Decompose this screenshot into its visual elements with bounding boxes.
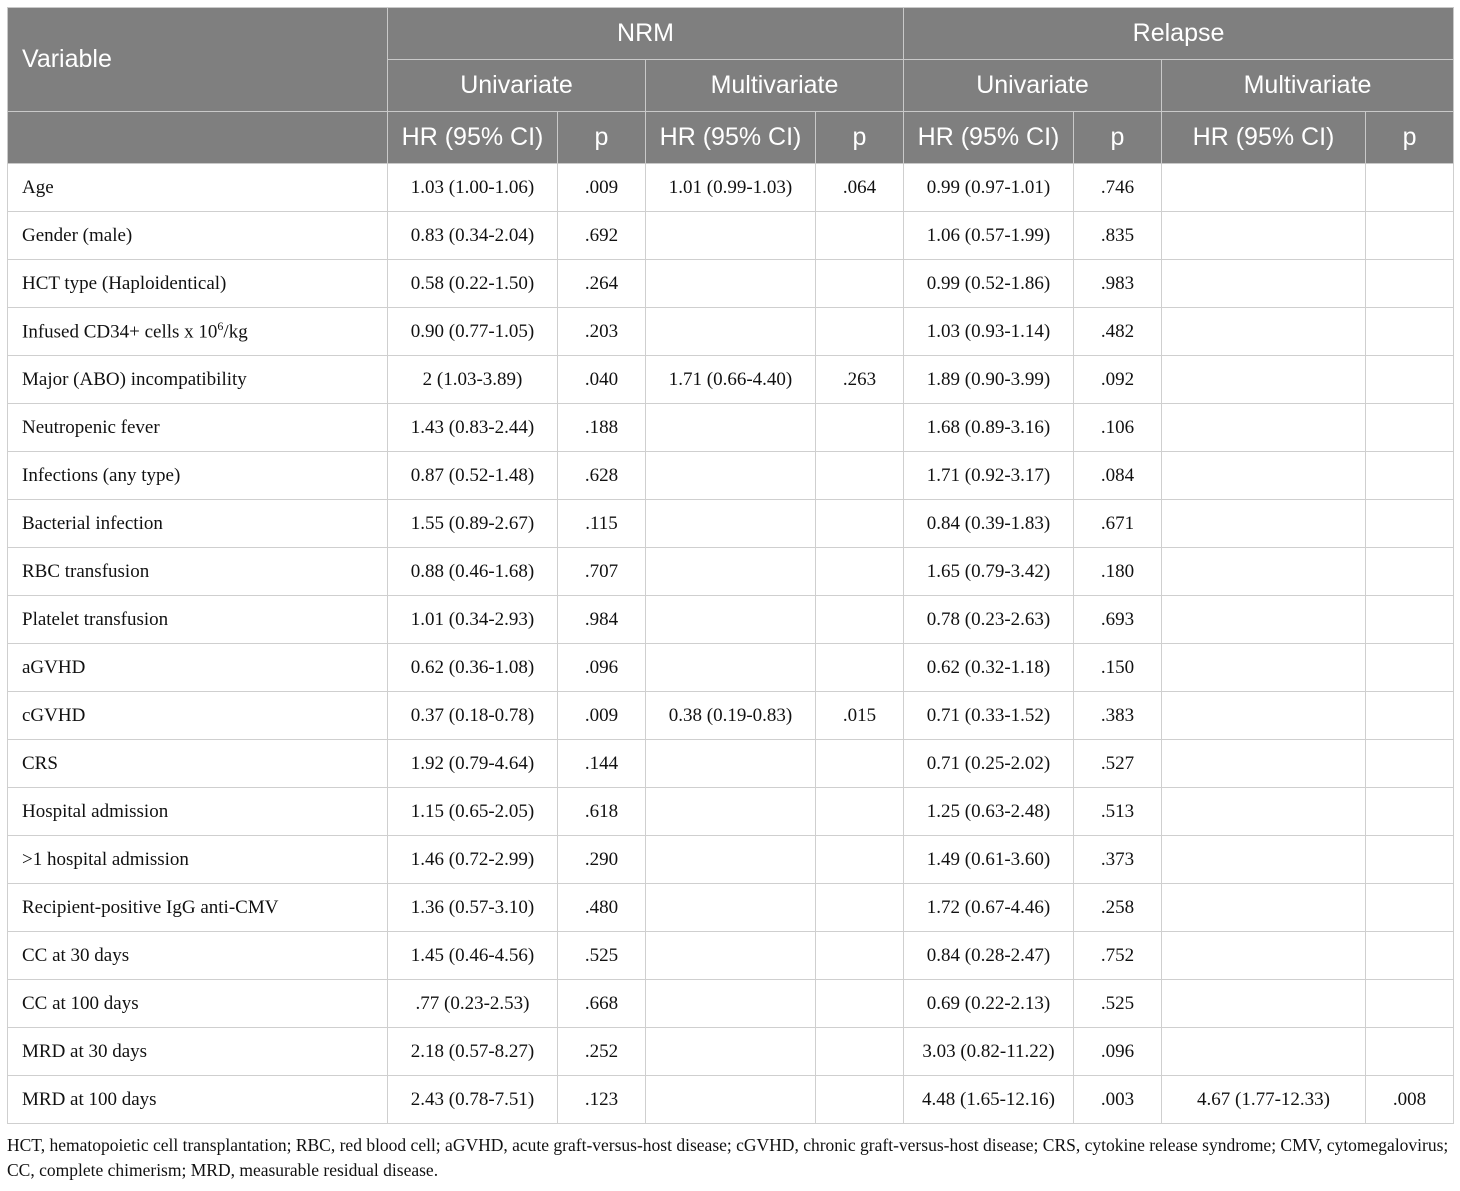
hr-cell (1162, 452, 1366, 500)
hr-cell: 1.68 (0.89-3.16) (904, 404, 1074, 452)
p-value-cell: .003 (1074, 1076, 1162, 1124)
header-group-nrm: NRM (388, 8, 904, 60)
p-value-cell: .008 (1366, 1076, 1454, 1124)
hr-cell: 0.71 (0.33-1.52) (904, 692, 1074, 740)
variable-cell: CC at 100 days (8, 980, 388, 1028)
hr-cell: 1.45 (0.46-4.56) (388, 932, 558, 980)
hr-cell: 1.36 (0.57-3.10) (388, 884, 558, 932)
hr-cell (1162, 596, 1366, 644)
hr-cell: 0.99 (0.97-1.01) (904, 164, 1074, 212)
variable-cell: MRD at 30 days (8, 1028, 388, 1076)
p-value-cell (1366, 260, 1454, 308)
hr-cell (1162, 692, 1366, 740)
hr-cell: 4.67 (1.77-12.33) (1162, 1076, 1366, 1124)
p-value-cell (1366, 452, 1454, 500)
hr-cell (646, 644, 816, 692)
p-value-cell: .106 (1074, 404, 1162, 452)
variable-cell: Platelet transfusion (8, 596, 388, 644)
hr-cell: 0.78 (0.23-2.63) (904, 596, 1074, 644)
header-col-p: p (1074, 112, 1162, 164)
p-value-cell: .096 (1074, 1028, 1162, 1076)
table-row (8, 884, 1454, 932)
header-nrm-univariate: Univariate (388, 60, 646, 112)
table-row (8, 836, 1454, 884)
p-value-cell (1366, 1028, 1454, 1076)
p-value-cell (1366, 644, 1454, 692)
p-value-cell: .752 (1074, 932, 1162, 980)
hr-cell: 1.46 (0.72-2.99) (388, 836, 558, 884)
hr-cell (1162, 308, 1366, 356)
table-row (8, 692, 1454, 740)
hr-cell (1162, 644, 1366, 692)
header-variable: Variable (8, 8, 388, 112)
hr-cell: 0.83 (0.34-2.04) (388, 212, 558, 260)
hr-cell (646, 260, 816, 308)
header-col-p: p (1366, 112, 1454, 164)
table-row (8, 452, 1454, 500)
hr-cell: 0.62 (0.36-1.08) (388, 644, 558, 692)
variable-cell (8, 308, 388, 356)
p-value-cell: .144 (558, 740, 646, 788)
hr-cell: 1.71 (0.66-4.40) (646, 356, 816, 404)
hr-cell (646, 740, 816, 788)
p-value-cell: .668 (558, 980, 646, 1028)
hr-cell: 0.90 (0.77-1.05) (388, 308, 558, 356)
p-value-cell (1366, 548, 1454, 596)
variable-cell: CC at 30 days (8, 932, 388, 980)
p-value-cell (816, 932, 904, 980)
hr-cell: 1.01 (0.34-2.93) (388, 596, 558, 644)
p-value-cell: .525 (558, 932, 646, 980)
hr-cell (1162, 404, 1366, 452)
p-value-cell (1366, 836, 1454, 884)
variable-cell: >1 hospital admission (8, 836, 388, 884)
hr-cell (1162, 260, 1366, 308)
variable-cell: Recipient-positive IgG anti-CMV (8, 884, 388, 932)
variable-cell: Infections (any type) (8, 452, 388, 500)
hr-cell: 1.01 (0.99-1.03) (646, 164, 816, 212)
variable-cell: cGVHD (8, 692, 388, 740)
hr-cell: 0.62 (0.32-1.18) (904, 644, 1074, 692)
table-row (8, 404, 1454, 452)
hr-cell: 3.03 (0.82-11.22) (904, 1028, 1074, 1076)
variable-cell: Major (ABO) incompatibility (8, 356, 388, 404)
table-row (8, 1028, 1454, 1076)
p-value-cell: .015 (816, 692, 904, 740)
p-value-cell (1366, 308, 1454, 356)
p-value-cell: .618 (558, 788, 646, 836)
header-col-hr: HR (95% CI) (1162, 112, 1366, 164)
hr-cell (646, 884, 816, 932)
variable-cell: Gender (male) (8, 212, 388, 260)
p-value-cell (816, 1076, 904, 1124)
header-col-p: p (558, 112, 646, 164)
variable-cell: HCT type (Haploidentical) (8, 260, 388, 308)
table-row (8, 740, 1454, 788)
hr-cell: 1.15 (0.65-2.05) (388, 788, 558, 836)
table-row (8, 308, 1454, 356)
variable-cell: Neutropenic fever (8, 404, 388, 452)
p-value-cell: .180 (1074, 548, 1162, 596)
hr-cell (1162, 980, 1366, 1028)
p-value-cell: .290 (558, 836, 646, 884)
variable-text: Infused CD34+ cells x 10 (22, 321, 218, 343)
hr-cell: 1.25 (0.63-2.48) (904, 788, 1074, 836)
p-value-cell (1366, 788, 1454, 836)
hr-cell: 0.84 (0.39-1.83) (904, 500, 1074, 548)
p-value-cell: .009 (558, 692, 646, 740)
hr-cell (1162, 836, 1366, 884)
p-value-cell (1366, 980, 1454, 1028)
p-value-cell: .984 (558, 596, 646, 644)
hr-cell: 1.43 (0.83-2.44) (388, 404, 558, 452)
p-value-cell: .092 (1074, 356, 1162, 404)
hr-cell (1162, 212, 1366, 260)
p-value-cell (1366, 884, 1454, 932)
hr-cell: 1.92 (0.79-4.64) (388, 740, 558, 788)
hr-cell (1162, 932, 1366, 980)
hr-cell: 1.55 (0.89-2.67) (388, 500, 558, 548)
hr-cell: 1.89 (0.90-3.99) (904, 356, 1074, 404)
hr-cell (646, 932, 816, 980)
table-row (8, 500, 1454, 548)
variable-superscript: 6 (217, 319, 224, 334)
hr-cell (646, 548, 816, 596)
p-value-cell: .263 (816, 356, 904, 404)
p-value-cell: .040 (558, 356, 646, 404)
table-row (8, 596, 1454, 644)
hr-cell: 1.71 (0.92-3.17) (904, 452, 1074, 500)
p-value-cell: .252 (558, 1028, 646, 1076)
header-col-hr: HR (95% CI) (904, 112, 1074, 164)
p-value-cell: .983 (1074, 260, 1162, 308)
hr-cell (646, 1076, 816, 1124)
variable-cell: MRD at 100 days (8, 1076, 388, 1124)
p-value-cell (816, 212, 904, 260)
hr-cell (1162, 500, 1366, 548)
table-row (8, 260, 1454, 308)
hr-cell (1162, 740, 1366, 788)
variable-cell: Hospital admission (8, 788, 388, 836)
hr-cell: 0.69 (0.22-2.13) (904, 980, 1074, 1028)
header-relapse-univariate: Univariate (904, 60, 1162, 112)
hr-cell: 0.58 (0.22-1.50) (388, 260, 558, 308)
hr-cell: 2.43 (0.78-7.51) (388, 1076, 558, 1124)
variable-cell: Age (8, 164, 388, 212)
header-col-p: p (816, 112, 904, 164)
hr-cell (1162, 1028, 1366, 1076)
p-value-cell: .383 (1074, 692, 1162, 740)
results-table (7, 7, 1454, 1124)
hr-cell: .77 (0.23-2.53) (388, 980, 558, 1028)
p-value-cell (1366, 596, 1454, 644)
table-row (8, 164, 1454, 212)
p-value-cell: .203 (558, 308, 646, 356)
header-col-hr: HR (95% CI) (388, 112, 558, 164)
p-value-cell: .693 (1074, 596, 1162, 644)
p-value-cell: .525 (1074, 980, 1162, 1028)
p-value-cell: .707 (558, 548, 646, 596)
p-value-cell: .835 (1074, 212, 1162, 260)
p-value-cell (1366, 692, 1454, 740)
hr-cell: 0.88 (0.46-1.68) (388, 548, 558, 596)
hr-cell: 1.06 (0.57-1.99) (904, 212, 1074, 260)
p-value-cell (816, 404, 904, 452)
hr-cell: 1.03 (1.00-1.06) (388, 164, 558, 212)
hr-cell: 0.87 (0.52-1.48) (388, 452, 558, 500)
p-value-cell (816, 1028, 904, 1076)
p-value-cell (816, 644, 904, 692)
table-row (8, 980, 1454, 1028)
p-value-cell (1366, 500, 1454, 548)
p-value-cell (816, 548, 904, 596)
p-value-cell: .482 (1074, 308, 1162, 356)
table-row (8, 212, 1454, 260)
hr-cell (646, 1028, 816, 1076)
p-value-cell: .264 (558, 260, 646, 308)
table-row (8, 644, 1454, 692)
hr-cell: 4.48 (1.65-12.16) (904, 1076, 1074, 1124)
header-col-hr: HR (95% CI) (646, 112, 816, 164)
hr-cell (646, 596, 816, 644)
hr-cell: 0.99 (0.52-1.86) (904, 260, 1074, 308)
p-value-cell (816, 308, 904, 356)
p-value-cell: .188 (558, 404, 646, 452)
header-relapse-multivariate: Multivariate (1162, 60, 1454, 112)
variable-unit: /kg (223, 321, 248, 343)
hr-cell (646, 452, 816, 500)
hr-cell (1162, 164, 1366, 212)
p-value-cell: .628 (558, 452, 646, 500)
variable-cell: RBC transfusion (8, 548, 388, 596)
p-value-cell (816, 740, 904, 788)
hr-cell (1162, 884, 1366, 932)
p-value-cell (816, 884, 904, 932)
hr-cell (646, 308, 816, 356)
hr-cell: 0.71 (0.25-2.02) (904, 740, 1074, 788)
p-value-cell: .064 (816, 164, 904, 212)
p-value-cell: .513 (1074, 788, 1162, 836)
p-value-cell: .096 (558, 644, 646, 692)
hr-cell (646, 980, 816, 1028)
header-group-relapse: Relapse (904, 8, 1454, 60)
variable-cell: Bacterial infection (8, 500, 388, 548)
hr-cell (646, 836, 816, 884)
table-row (8, 1076, 1454, 1124)
p-value-cell (1366, 356, 1454, 404)
table-row (8, 932, 1454, 980)
p-value-cell: .258 (1074, 884, 1162, 932)
header-blank (8, 112, 388, 164)
results-table-container (7, 7, 1453, 1124)
p-value-cell: .527 (1074, 740, 1162, 788)
p-value-cell: .115 (558, 500, 646, 548)
hr-cell (1162, 548, 1366, 596)
p-value-cell (816, 980, 904, 1028)
hr-cell: 2 (1.03-3.89) (388, 356, 558, 404)
hr-cell: 1.65 (0.79-3.42) (904, 548, 1074, 596)
table-row (8, 356, 1454, 404)
p-value-cell: .692 (558, 212, 646, 260)
hr-cell: 0.84 (0.28-2.47) (904, 932, 1074, 980)
p-value-cell: .373 (1074, 836, 1162, 884)
table-header (8, 8, 1454, 164)
table-body (8, 164, 1454, 1124)
p-value-cell: .123 (558, 1076, 646, 1124)
p-value-cell: .084 (1074, 452, 1162, 500)
p-value-cell (1366, 740, 1454, 788)
p-value-cell: .150 (1074, 644, 1162, 692)
p-value-cell (1366, 404, 1454, 452)
variable-cell: aGVHD (8, 644, 388, 692)
p-value-cell (816, 596, 904, 644)
p-value-cell: .480 (558, 884, 646, 932)
variable-cell: CRS (8, 740, 388, 788)
hr-cell (1162, 788, 1366, 836)
p-value-cell (1366, 164, 1454, 212)
p-value-cell: .746 (1074, 164, 1162, 212)
hr-cell: 0.37 (0.18-0.78) (388, 692, 558, 740)
p-value-cell (816, 500, 904, 548)
hr-cell (646, 404, 816, 452)
p-value-cell (816, 260, 904, 308)
hr-cell (1162, 356, 1366, 404)
p-value-cell (816, 788, 904, 836)
table-row (8, 788, 1454, 836)
header-nrm-multivariate: Multivariate (646, 60, 904, 112)
p-value-cell (1366, 932, 1454, 980)
hr-cell: 1.72 (0.67-4.46) (904, 884, 1074, 932)
p-value-cell (816, 836, 904, 884)
hr-cell (646, 500, 816, 548)
hr-cell (646, 788, 816, 836)
p-value-cell: .009 (558, 164, 646, 212)
p-value-cell (1366, 212, 1454, 260)
p-value-cell (816, 452, 904, 500)
hr-cell: 0.38 (0.19-0.83) (646, 692, 816, 740)
table-footnote: HCT, hematopoietic cell transplantation; RBC, red blood cell; aGVHD, acute graft-versus-host disease; cGVHD, chronic graft-versus-host disease; CRS, cytokine release syndrome; CMV, cytomegalovirus; CC, complete chimerism; MRD, measurable residual disease. (7, 1135, 1449, 1180)
hr-cell: 1.03 (0.93-1.14) (904, 308, 1074, 356)
p-value-cell: .671 (1074, 500, 1162, 548)
hr-cell (646, 212, 816, 260)
hr-cell: 2.18 (0.57-8.27) (388, 1028, 558, 1076)
hr-cell: 1.49 (0.61-3.60) (904, 836, 1074, 884)
table-row (8, 548, 1454, 596)
